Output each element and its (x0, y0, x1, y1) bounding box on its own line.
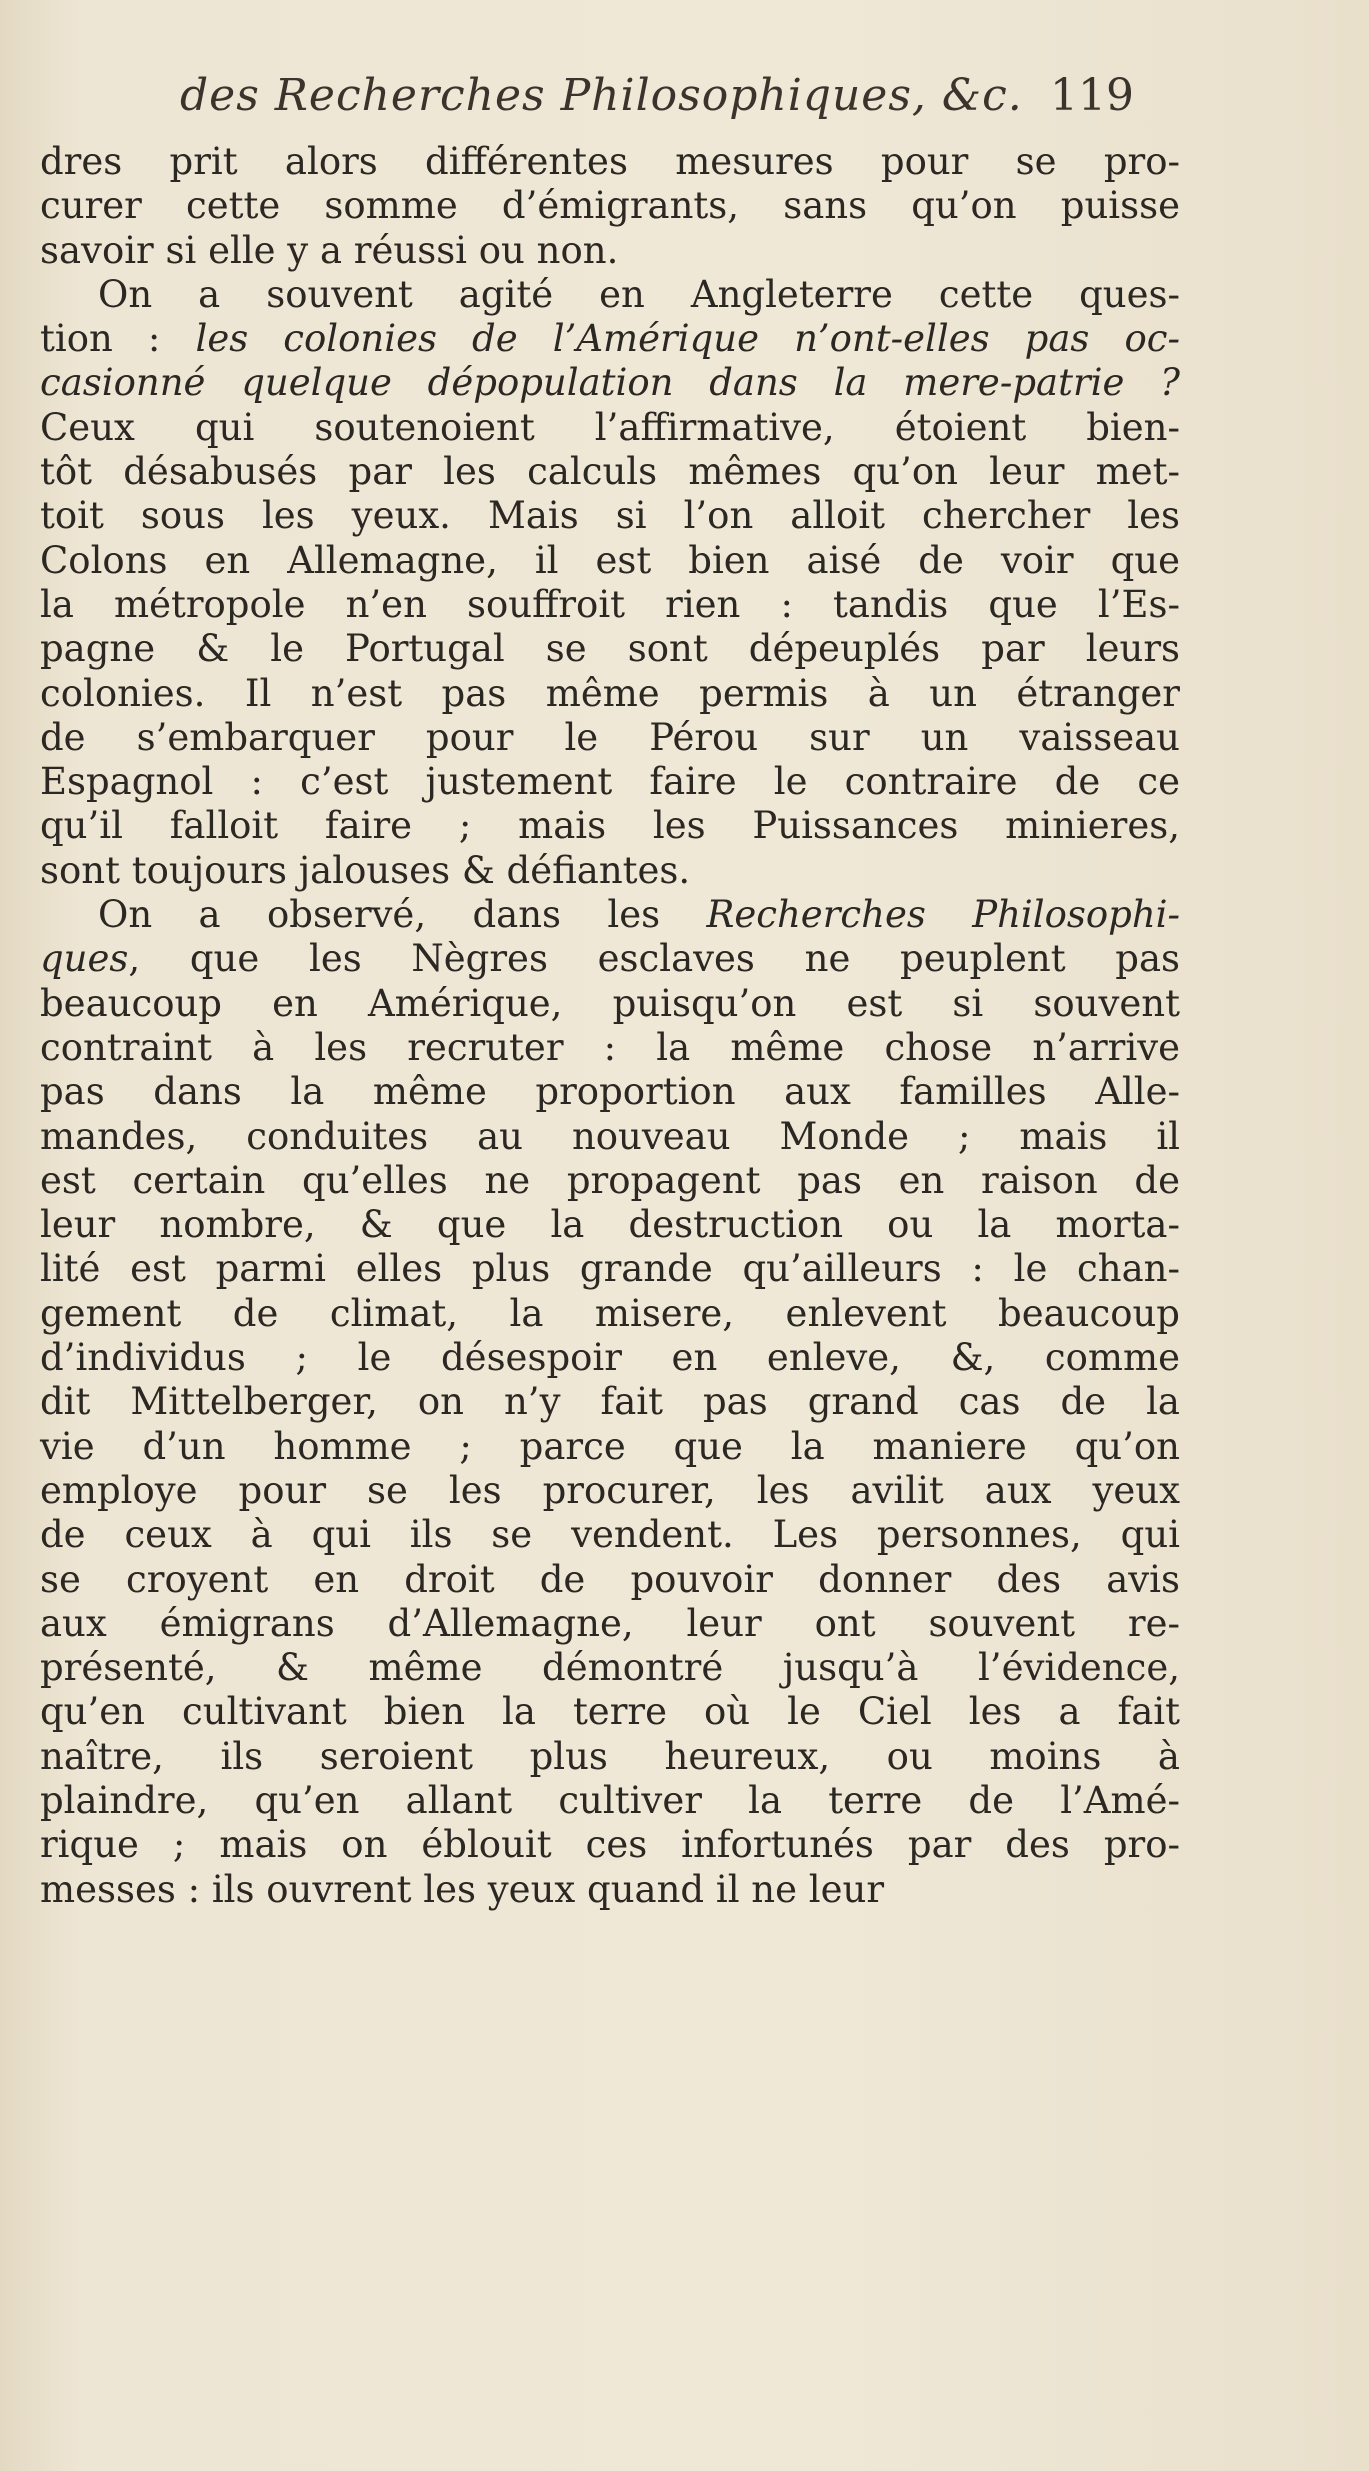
text-line (40, 1823, 1180, 1867)
text-line (40, 1380, 1180, 1424)
text-line (40, 937, 1180, 981)
text-line (40, 1203, 1180, 1247)
italic-text: Recherches Philosophi- (706, 893, 1180, 937)
line-text: sont toujours jalouses & défiantes. (40, 848, 691, 892)
text-line (40, 760, 1180, 804)
line-text: lité est parmi elles plus grande qu’ailleurs : le chan- (40, 1247, 1180, 1291)
line-text: est certain qu’elles ne propagent pas en raison de (40, 1158, 1180, 1202)
text-line (40, 1159, 1180, 1203)
text-line (40, 849, 1180, 893)
line-text-after: , que les Nègres esclaves ne peuplent pas (128, 937, 1180, 981)
text-line (40, 1026, 1180, 1070)
text-line (40, 1425, 1180, 1469)
line-text: présenté, & même démontré jusqu’à l’évidence, (40, 1646, 1180, 1690)
text-line (40, 1602, 1180, 1646)
line-text: On a observé, dans les (98, 893, 707, 937)
page-number: 119 (1050, 70, 1134, 121)
line-text: de s’embarquer pour le Pérou sur un vaisseau (40, 715, 1180, 759)
line-text: On a souvent agité en Angleterre cette ques- (98, 272, 1180, 316)
text-line (40, 1292, 1180, 1336)
text-line (40, 1779, 1180, 1823)
text-line (40, 982, 1180, 1026)
text-line (40, 317, 1180, 361)
line-text: pagne & le Portugal se sont dépeuplés par leurs (40, 627, 1180, 671)
line-text: rique ; mais on éblouit ces infortunés par des pro- (40, 1823, 1180, 1867)
text-line (40, 583, 1180, 627)
text-line (40, 1247, 1180, 1291)
text-line (40, 627, 1180, 671)
line-text: savoir si elle y a réussi ou non. (40, 228, 619, 272)
text-line (40, 273, 1180, 317)
line-text: la métropole n’en souffroit rien : tandis que l’Es- (40, 582, 1180, 626)
italic-text: casionné quelque dépopulation dans la mere-patrie ? (40, 361, 1180, 405)
line-text: naître, ils seroient plus heureux, ou moins à (40, 1734, 1180, 1778)
line-text: employe pour se les procurer, les avilit aux yeux (40, 1468, 1180, 1512)
italic-text: les colonies de l’Amérique n’ont-elles pas oc- (195, 317, 1181, 361)
text-line (40, 1336, 1180, 1380)
line-text: tôt désabusés par les calculs mêmes qu’on leur met- (40, 450, 1180, 494)
text-line (40, 1690, 1180, 1734)
text-line (40, 672, 1180, 716)
text-line (40, 1115, 1180, 1159)
text-line (40, 361, 1180, 405)
line-text: leur nombre, & que la destruction ou la morta- (40, 1203, 1180, 1247)
text-line (40, 1469, 1180, 1513)
line-text: qu’il falloit faire ; mais les Puissances minieres, (40, 804, 1180, 848)
line-text: Ceux qui soutenoient l’affirmative, étoient bien- (40, 405, 1180, 449)
line-text: dit Mittelberger, on n’y fait pas grand cas de la (40, 1380, 1180, 1424)
line-text: plaindre, qu’en allant cultiver la terre de l’Amé- (40, 1778, 1180, 1822)
line-text: toit sous les yeux. Mais si l’on alloit chercher les (40, 494, 1180, 538)
text-line (40, 184, 1180, 228)
running-title: des Recherches Philosophiques, &c. (180, 70, 1023, 121)
line-text: contraint à les recruter : la même chose n’arrive (40, 1025, 1180, 1069)
line-text: mandes, conduites au nouveau Monde ; mais il (40, 1114, 1180, 1158)
line-text: colonies. Il n’est pas même permis à un étranger (40, 671, 1180, 715)
page-header (0, 70, 1369, 140)
line-text: qu’en cultivant bien la terre où le Ciel les a fait (40, 1690, 1180, 1734)
text-line (40, 1735, 1180, 1779)
text-line (40, 1646, 1180, 1690)
text-line (40, 229, 1180, 273)
line-text: pas dans la même proportion aux familles Alle- (40, 1070, 1180, 1114)
line-text: beaucoup en Amérique, puisqu’on est si souvent (40, 981, 1180, 1025)
text-line (40, 1070, 1180, 1114)
text-line (40, 406, 1180, 450)
line-text: d’individus ; le désespoir en enleve, &, comme (40, 1336, 1180, 1380)
line-text: dres prit alors différentes mesures pour se pro- (40, 140, 1180, 183)
text-line (40, 539, 1180, 583)
line-text: gement de climat, la misere, enlevent beaucoup (40, 1291, 1180, 1335)
text-line (40, 494, 1180, 538)
text-line (40, 1558, 1180, 1602)
italic-text: ques (40, 937, 129, 981)
line-text: se croyent en droit de pouvoir donner des avis (40, 1557, 1180, 1601)
line-text: aux émigrans d’Allemagne, leur ont souvent re- (40, 1601, 1180, 1645)
text-line (40, 893, 1180, 937)
text-line (40, 716, 1180, 760)
line-text: de ceux à qui ils se vendent. Les personnes, qui (40, 1513, 1180, 1557)
line-text: vie d’un homme ; parce que la maniere qu’on (40, 1424, 1180, 1468)
line-text: tion : (40, 317, 196, 361)
body-text (40, 140, 1180, 1912)
text-line (40, 804, 1180, 848)
line-text: curer cette somme d’émigrants, sans qu’on puisse (40, 184, 1180, 228)
text-line (40, 1868, 1180, 1912)
line-text: Colons en Allemagne, il est bien aisé de voir que (40, 538, 1180, 582)
text-line (40, 450, 1180, 494)
line-text: Espagnol : c’est justement faire le contraire de ce (40, 760, 1180, 804)
line-text: messes : ils ouvrent les yeux quand il ne leur (40, 1867, 885, 1911)
text-line (40, 1513, 1180, 1557)
text-line (40, 140, 1180, 184)
